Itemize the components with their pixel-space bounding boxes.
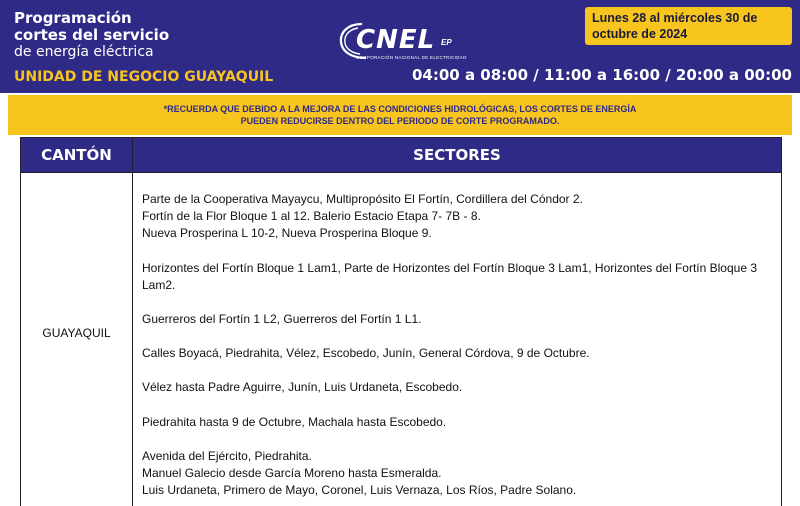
canton-cell: GUAYAQUIL bbox=[42, 326, 111, 340]
notice-line-2: PUEDEN REDUCIRSE DENTRO DEL PERIODO DE CORTE PROGRAMADO. bbox=[240, 116, 560, 126]
notice-line-1: *RECUERDA QUE DEBIDO A LA MEJORA DE LAS CONDICIONES HIDROLÓGICAS, LOS CORTES DE ENERGÍA bbox=[163, 104, 637, 114]
sector-line: Luis Urdaneta, Primero de Mayo, Coronel, Luis Vernaza, Los Ríos, Padre Solano. bbox=[142, 483, 577, 498]
logo-subtitle: CORPORACIÓN NACIONAL DE ELECTRICIDAD bbox=[356, 55, 467, 60]
cnel-logo bbox=[338, 18, 468, 68]
hydrology-notice bbox=[8, 95, 792, 135]
column-divider bbox=[132, 173, 133, 506]
program-title bbox=[14, 10, 169, 61]
table-row bbox=[20, 173, 782, 506]
sector-line: Calles Boyacá, Piedrahita, Vélez, Escobedo, Junín, General Córdova, 9 de Octubre. bbox=[142, 346, 590, 361]
sector-line: Guerreros del Fortín 1 L2, Guerreros del Fortín 1 L1. bbox=[142, 312, 422, 327]
logo-wordmark: CNEL bbox=[356, 25, 436, 55]
time-slots: 04:00 a 08:00 / 11:00 a 16:00 / 20:00 a 00:00 bbox=[411, 66, 792, 84]
sector-line: Vélez hasta Padre Aguirre, Junín, Luis Urdaneta, Escobedo. bbox=[142, 380, 463, 395]
title-line-2: cortes del servicio bbox=[14, 26, 170, 44]
sector-line: Piedrahita hasta 9 de Octubre, Machala hasta Escobedo. bbox=[142, 414, 447, 429]
header-canton: CANTÓN bbox=[41, 146, 112, 164]
sector-line: Horizontes del Fortín Bloque 1 Lam1, Parte de Horizontes del Fortín Bloque 3 Lam1, Horizontes del Fortín Bloque 3 Lam2. bbox=[142, 260, 757, 292]
header-sectores: SECTORES bbox=[132, 138, 781, 172]
title-line-3: de energía eléctrica bbox=[14, 44, 154, 60]
business-unit-label: UNIDAD DE NEGOCIO GUAYAQUIL bbox=[14, 69, 274, 85]
title-line-1: Programación bbox=[14, 9, 132, 27]
sectores-cell bbox=[142, 191, 772, 499]
sector-line: Manuel Galecio desde García Moreno hasta Esmeralda. bbox=[142, 466, 442, 481]
date-range-badge: Lunes 28 al miércoles 30 de octubre de 2024 bbox=[585, 7, 792, 45]
sector-line: Nueva Prosperina L 10-2, Nueva Prosperina Bloque 9. bbox=[142, 226, 432, 241]
header-banner bbox=[0, 0, 800, 93]
logo-suffix: EP bbox=[441, 38, 452, 47]
sector-line: Parte de la Cooperativa Mayaycu, Multipropósito El Fortín, Cordillera del Cóndor 2. bbox=[142, 192, 583, 206]
sector-line: Fortín de la Flor Bloque 1 al 12. Balerio Estacio Etapa 7- 7B - 8. bbox=[142, 209, 481, 224]
outage-table bbox=[20, 137, 782, 506]
sector-line: Avenida del Ejército, Piedrahita. bbox=[142, 448, 312, 463]
table-header bbox=[20, 137, 782, 173]
